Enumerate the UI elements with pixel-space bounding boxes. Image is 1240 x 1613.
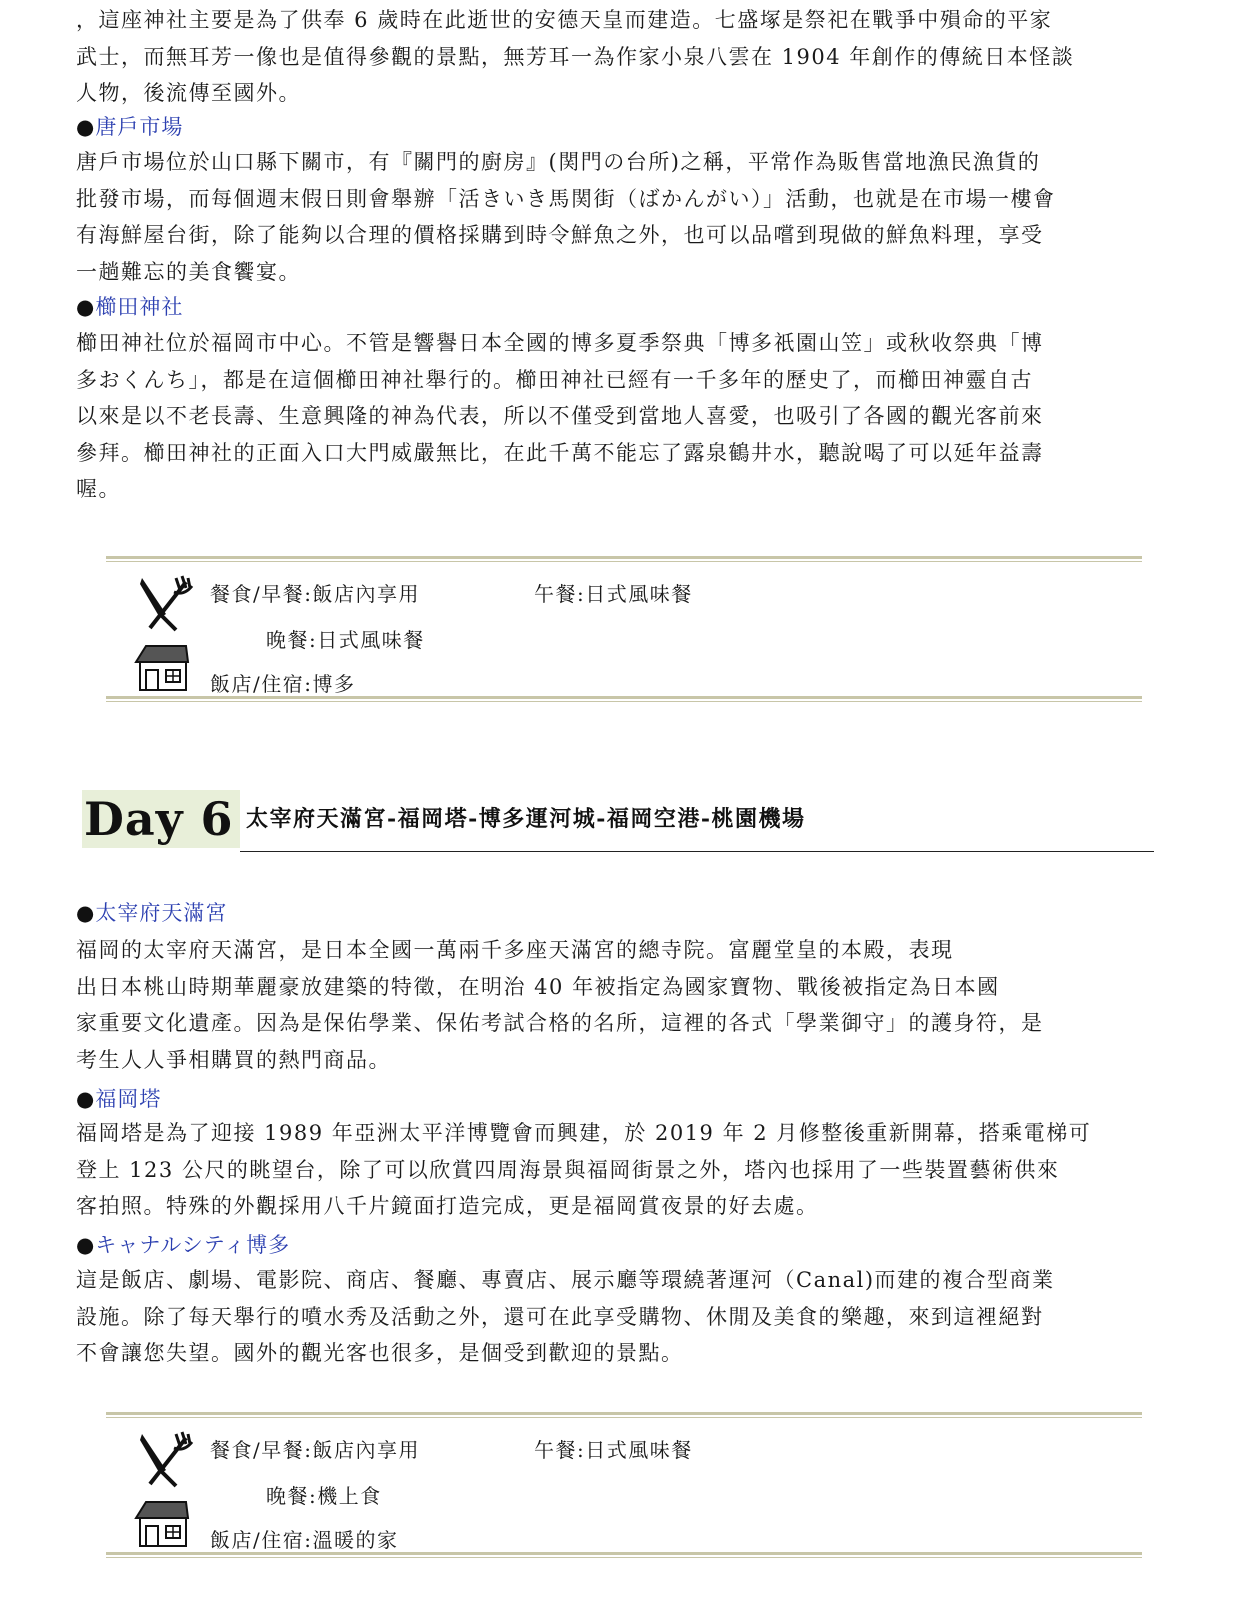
paragraph-line: 福岡的太宰府天滿宮，是日本全國一萬兩千多座天滿宮的總寺院。富麗堂皇的本殿，表現: [76, 938, 954, 962]
house-icon: [134, 1498, 190, 1548]
fork-knife-icon: [136, 1430, 194, 1488]
paragraph-line: 武士，而無耳芳一像也是值得參觀的景點，無芳耳一為作家小泉八雲在 1904 年創作的傳統日本怪談: [76, 44, 1075, 69]
paragraph-line: 設施。除了每天舉行的噴水秀及活動之外，還可在此享受購物、休閒及美食的樂趣，來到這裡絕對: [76, 1304, 1044, 1329]
bullet-icon: ●: [76, 115, 96, 139]
rule-top: [106, 1412, 1142, 1418]
paragraph-line: 一趟難忘的美食饗宴。: [76, 259, 301, 284]
paragraph-line: 以來是以不老長壽、生意興隆的神為代表，所以不僅受到當地人喜愛，也吸引了各國的觀光客前來: [76, 404, 1044, 428]
section-body-dazaifu: [76, 932, 1136, 1078]
paragraph-line: 出日本桃山時期華麗豪放建築的特徵，在明治 40 年被指定為國家寶物、戰後被指定為日本國: [76, 974, 1000, 999]
paragraph-line: 登上 123 公尺的眺望台，除了可以欣賞四周海景與福岡街景之外，塔內也採用了一些裝置藝術供來: [76, 1157, 1060, 1182]
intro-paragraph: [76, 2, 1136, 112]
paragraph-line: 批發市場，而每個週末假日則會舉辦「活きいき馬関街（ばかんがい）」活動，也就是在市場一樓會: [76, 186, 1056, 211]
day-title: 太宰府天滿宮-福岡塔-博多運河城-福岡空港-桃園機場: [246, 806, 806, 832]
breakfast-text: 餐食/早餐:飯店內享用: [210, 582, 420, 606]
rule-bottom: [106, 1552, 1142, 1558]
paragraph-line: 參拜。櫛田神社的正面入口大門威嚴無比，在此千萬不能忘了露泉鶴井水，聽說喝了可以延年益壽: [76, 440, 1044, 465]
paragraph-line: 有海鮮屋台街，除了能夠以合理的價格採購到時令鮮魚之外，也可以品嚐到現做的鮮魚料理，享受: [76, 223, 1044, 247]
section-title: 福岡塔: [95, 1087, 162, 1111]
paragraph-line: 唐戶市場位於山口縣下關市，有『關門的廚房』(関門の台所)之稱，平常作為販售當地漁民漁貨的: [76, 150, 1041, 174]
paragraph-line: 不會讓您失望。國外的觀光客也很多，是個受到歡迎的景點。: [76, 1341, 684, 1365]
paragraph-line: 櫛田神社位於福岡市中心。不管是響譽日本全國的博多夏季祭典「博多祇園山笠」或秋收祭典「博: [76, 331, 1044, 355]
day-label: Day 6: [84, 792, 234, 846]
bullet-icon: ●: [76, 1087, 96, 1111]
breakfast-text: 餐食/早餐:飯店內享用: [210, 1438, 420, 1462]
house-icon: [134, 642, 190, 692]
day-underline: [240, 851, 1154, 852]
paragraph-line: 這是飯店、劇場、電影院、商店、餐廳、專賣店、展示廳等環繞著運河（Canal)而建的複合型商業: [76, 1268, 1055, 1292]
paragraph-line: 福岡塔是為了迎接 1989 年亞洲太平洋博覽會而興建，於 2019 年 2 月修整後重新開幕，搭乘電梯可: [76, 1121, 1092, 1145]
section-body-canal-city: [76, 1262, 1136, 1372]
section-heading-karato: [76, 112, 183, 142]
section-heading-fukuoka-tower: [76, 1084, 161, 1114]
bullet-icon: ●: [76, 1233, 96, 1257]
paragraph-line: 喔。: [76, 477, 121, 501]
paragraph-line: 客拍照。特殊的外觀採用八千片鏡面打造完成，更是福岡賞夜景的好去處。: [76, 1194, 819, 1218]
rule-top: [106, 556, 1142, 562]
dinner-text: 晚餐:日式風味餐: [266, 628, 425, 652]
dinner-text: 晚餐:機上食: [266, 1484, 382, 1508]
bullet-icon: ●: [76, 295, 96, 319]
paragraph-line: 多おくんち」，都是在這個櫛田神社舉行的。櫛田神社已經有一千多年的歷史了，而櫛田神靈自古: [76, 367, 1033, 392]
lunch-text: 午餐:日式風味餐: [534, 582, 693, 606]
section-body-kushida: [76, 325, 1136, 508]
meals-box-day5: [106, 556, 1142, 702]
bullet-icon: ●: [76, 901, 96, 925]
section-body-fukuoka-tower: [76, 1115, 1136, 1225]
fork-knife-icon: [136, 574, 194, 632]
paragraph-line: ，這座神社主要是為了供奉 6 歲時在此逝世的安德天皇而建造。七盛塚是祭祀在戰爭中殞命的平家: [76, 8, 1053, 32]
section-heading-kushida: [76, 292, 183, 322]
paragraph-line: 考生人人爭相購買的熱門商品。: [76, 1047, 391, 1072]
meals-box-day6: [106, 1412, 1142, 1558]
hotel-text: 飯店/住宿:博多: [210, 672, 356, 696]
rule-bottom: [106, 696, 1142, 702]
section-body-karato: [76, 144, 1136, 290]
lunch-text: 午餐:日式風味餐: [534, 1438, 693, 1462]
paragraph-line: 家重要文化遺產。因為是保佑學業、保佑考試合格的名所，這裡的各式「學業御守」的護身符，是: [76, 1011, 1044, 1035]
section-title: キャナルシティ博多: [95, 1233, 291, 1257]
hotel-text: 飯店/住宿:溫暖的家: [210, 1528, 399, 1552]
section-heading-dazaifu: [76, 898, 227, 928]
section-title: 太宰府天滿宮: [95, 901, 228, 925]
section-title: 櫛田神社: [95, 295, 184, 319]
paragraph-line: 人物，後流傳至國外。: [76, 81, 301, 105]
section-heading-canal-city: [76, 1230, 290, 1260]
section-title: 唐戶市場: [95, 115, 184, 139]
